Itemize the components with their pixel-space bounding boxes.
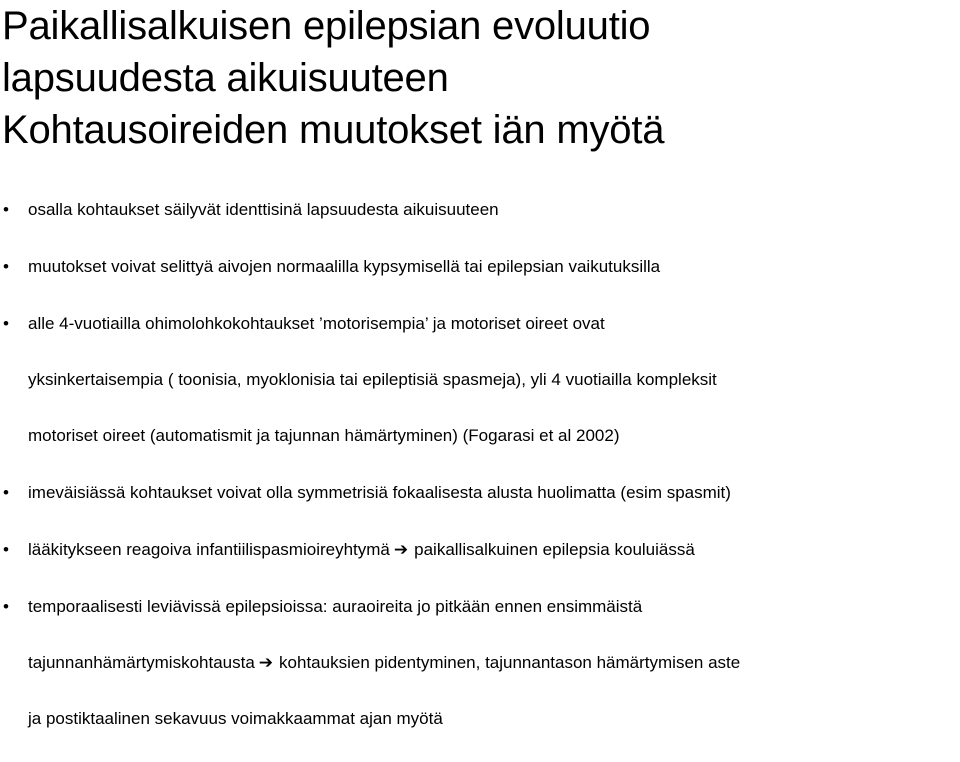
bullet-item-2: [0, 253, 960, 281]
bullet-text-before-arrow: tajunnanhämärtymiskohtausta: [28, 653, 255, 672]
bullet-text-before-arrow: lääkitykseen reagoiva infantiilispasmioireyhtymä: [28, 540, 390, 559]
bullet-item-4: [0, 479, 960, 507]
bullet-text: [28, 536, 960, 564]
bullet-text-line-3: ja postiktaalinen sekavuus voimakkaammat ajan myötä: [28, 709, 443, 728]
bullet-text-line-1: temporaalisesti leviävissä epilepsioissa: auraoireita jo pitkään ennen ensimmäistä: [28, 597, 643, 616]
bullet-text: muutokset voivat selittyä aivojen normaalilla kypsymisellä tai epilepsian vaikutuksilla: [28, 257, 661, 276]
bullet-item-3: [0, 310, 960, 450]
bullet-text-line-2: [28, 649, 960, 677]
bullet-text-line-1: alle 4-vuotiailla ohimolohkokohtaukset ’motorisempia’ ja motoriset oireet ovat: [28, 314, 605, 333]
bullet-text-line-2: yksinkertaisempia ( toonisia, myoklonisia tai epileptisiä spasmeja), yli 4 vuotiailla kompleksit: [28, 370, 717, 389]
bullet-list: [0, 196, 960, 762]
bullet-text: osalla kohtaukset säilyvät identtisinä lapsuudesta aikuisuuteen: [28, 200, 499, 219]
right-arrow-icon: ➔: [393, 540, 409, 559]
slide-title-line-2: lapsuudesta aikuisuuteen: [2, 56, 449, 100]
bullet-dot: •: [3, 200, 9, 219]
slide-title-line-1: Paikallisalkuisen epilepsian evoluutio: [2, 4, 651, 48]
right-arrow-icon: ➔: [258, 653, 274, 672]
slide-title: [2, 0, 952, 156]
bullet-dot: •: [3, 257, 9, 276]
bullet-item-1: [0, 196, 960, 224]
bullet-dot: •: [3, 597, 9, 616]
bullet-text: imeväisiässä kohtaukset voivat olla symmetrisiä fokaalisesta alusta huolimatta (esim spasmit): [28, 483, 731, 502]
bullet-text-after-arrow: paikallisalkuinen epilepsia kouluiässä: [414, 540, 695, 559]
bullet-text-after-arrow: kohtauksien pidentyminen, tajunnantason hämärtymisen aste: [279, 653, 741, 672]
bullet-dot: •: [3, 540, 9, 559]
bullet-item-6: [0, 593, 960, 733]
slide-title-line-3: Kohtausoireiden muutokset iän myötä: [2, 108, 665, 152]
bullet-item-5: [0, 536, 960, 564]
bullet-dot: •: [3, 483, 9, 502]
bullet-text-line-3: motoriset oireet (automatismit ja tajunnan hämärtyminen) (Fogarasi et al 2002): [28, 426, 620, 445]
bullet-dot: •: [3, 314, 9, 333]
